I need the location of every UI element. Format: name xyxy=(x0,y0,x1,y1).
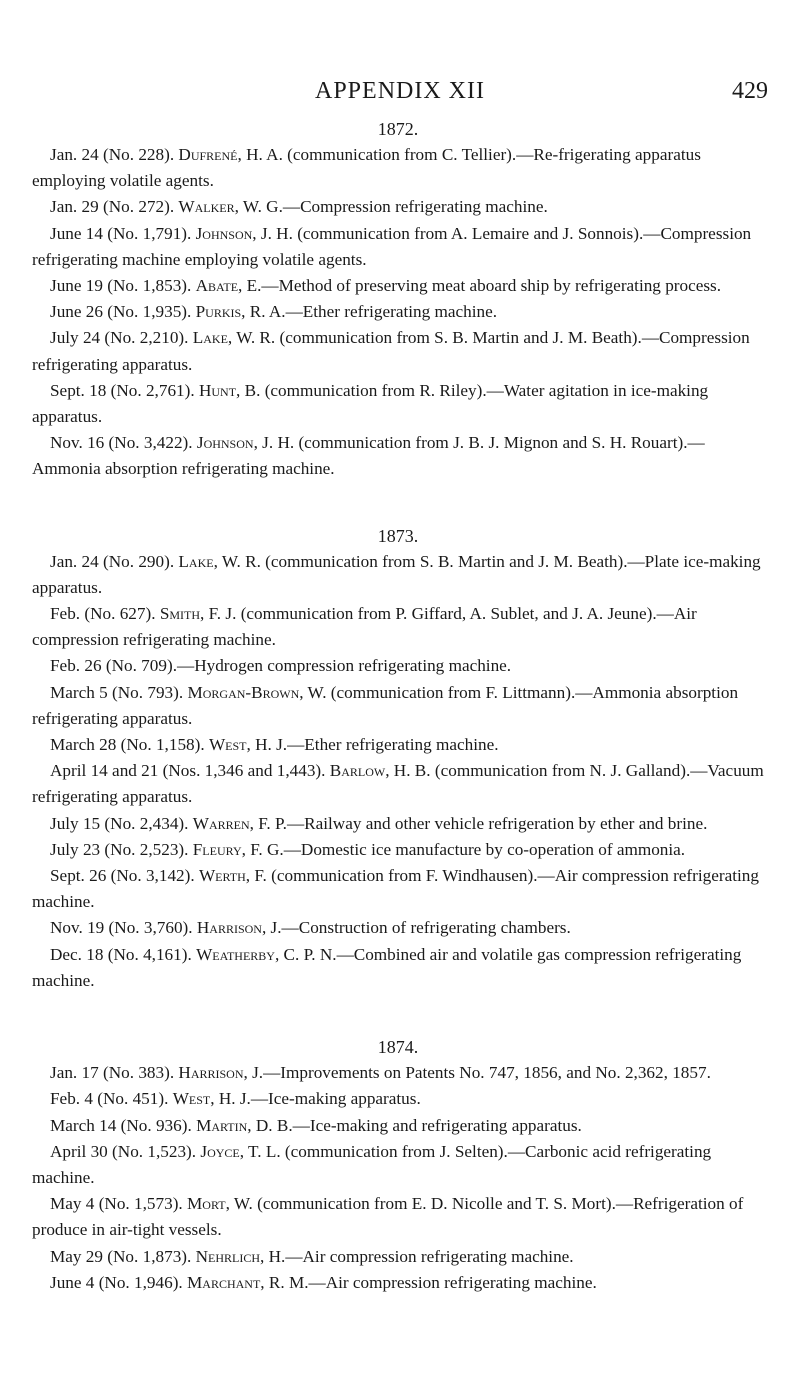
entry-date: Sept. 18 (No. 2,761). xyxy=(50,380,199,400)
patentee-name: Joyce, T. L. xyxy=(200,1141,281,1161)
entry-date: Jan. 17 (No. 383). xyxy=(50,1063,179,1083)
entry-date: July 15 (No. 2,434). xyxy=(50,813,193,833)
entry-date: May 4 (No. 1,573). xyxy=(50,1194,188,1214)
entry-description: —Combined air and volatile gas compression refrigerating machine. xyxy=(32,944,742,990)
patentee-name: Hunt, B. xyxy=(198,380,261,400)
entry-date: April 30 (No. 1,523). xyxy=(50,1141,201,1161)
patent-entry xyxy=(32,1191,764,1243)
entry-description: (communication from P. Giffard, A. Sublet, and J. A. Jeune).—Air compression refrigerating machine. xyxy=(32,604,697,650)
entry-description: (communication from C. Tellier).—Re-frigerating apparatus employing volatile agents. xyxy=(32,145,701,191)
patent-entry xyxy=(32,1139,764,1191)
year-heading: 1874. xyxy=(377,1037,419,1058)
entry-date: Jan. 29 (No. 272). xyxy=(50,197,179,217)
entry-description: (communication from F. Littmann).—Ammonia absorption refrigerating apparatus. xyxy=(32,682,739,728)
patent-entry xyxy=(32,680,764,732)
entry-description: —Railway and other vehicle refrigeration by ether and brine. xyxy=(286,813,708,833)
entry-description: (communication from N. J. Galland).—Vacuum refrigerating apparatus. xyxy=(32,761,764,807)
entry-description: —Ice-making and refrigerating apparatus. xyxy=(292,1115,582,1135)
patent-entry xyxy=(32,601,764,653)
patent-entry xyxy=(32,863,764,915)
entry-description: —Air compression refrigerating machine. xyxy=(308,1272,597,1292)
patent-entry xyxy=(32,221,764,273)
entry-date: Nov. 19 (No. 3,760). xyxy=(50,918,197,938)
patentee-name: Warren, F. P. xyxy=(192,813,287,833)
patentee-name: Nehrlich, H. xyxy=(195,1246,286,1266)
patent-entry xyxy=(32,378,764,430)
entry-description: (communication from S. B. Martin and J. M. Beath).—Plate ice-making apparatus. xyxy=(32,551,761,597)
entry-date: Nov. 16 (No. 3,422). xyxy=(50,433,197,453)
entry-description: —Improvements on Patents No. 747, 1856, and No. 2,362, 1857. xyxy=(263,1063,711,1083)
patentee-name: Fleury, F. G. xyxy=(192,839,284,859)
patentee-name: Harrison, J. xyxy=(196,918,282,938)
entry-description: (communication from S. B. Martin and J. M. Beath).—Compression refrigerating apparatus. xyxy=(32,328,750,374)
entry-description: —Construction of refrigerating chambers. xyxy=(281,918,571,938)
patent-entry xyxy=(32,273,764,299)
patent-entry xyxy=(32,732,764,758)
entry-date: May 29 (No. 1,873). xyxy=(50,1246,196,1266)
patent-entry xyxy=(32,430,764,482)
patentee-name: Weatherby, C. P. N. xyxy=(196,944,337,964)
patentee-name: Martin, D. B. xyxy=(196,1115,293,1135)
entry-description: —Hydrogen compression refrigerating machine. xyxy=(177,656,512,676)
entry-date: Jan. 24 (No. 290). xyxy=(50,551,179,571)
entry-date: June 26 (No. 1,935). xyxy=(50,302,196,322)
patentee-name: Mort, W. xyxy=(187,1194,253,1214)
year-heading: 1872. xyxy=(377,119,419,139)
patentee-name: West, H. J. xyxy=(172,1089,251,1109)
entry-description: (communication from R. Riley).—Water agitation in ice-making apparatus. xyxy=(32,380,709,427)
patentee-name: West, H. J. xyxy=(208,735,288,755)
entry-date: July 24 (No. 2,210). xyxy=(50,328,193,348)
patentee-name: Walker, W. G. xyxy=(178,197,283,217)
entry-date: Feb. (No. 627). xyxy=(50,604,160,624)
page-body xyxy=(32,116,764,1296)
entry-date: March 5 (No. 793). xyxy=(50,682,188,702)
patent-entry xyxy=(32,1113,764,1139)
patentee-name: Werth, F. xyxy=(198,866,267,886)
patent-entry xyxy=(32,1086,764,1112)
entry-description: —Ice-making apparatus. xyxy=(250,1089,421,1109)
patent-entry xyxy=(32,915,764,941)
entry-description: —Ether refrigerating machine. xyxy=(287,735,499,755)
patent-entry xyxy=(32,942,764,994)
patent-entry xyxy=(32,194,764,220)
patentee-name: Johnson, J. H. xyxy=(196,433,295,453)
entry-description: —Domestic ice manufacture by co-operation of ammonia. xyxy=(283,839,686,859)
entry-description: —Compression refrigerating machine. xyxy=(282,197,548,217)
entry-description: (communication from J. B. J. Mignon and S. H. Rouart).—Ammonia absorption refrigerating machine. xyxy=(32,433,705,479)
entry-date: March 28 (No. 1,158). xyxy=(50,735,209,755)
entry-date: Dec. 18 (No. 4,161). xyxy=(50,944,197,964)
entry-date: July 23 (No. 2,523). xyxy=(50,839,193,859)
patentee-name: Marchant, R. M. xyxy=(187,1272,309,1292)
patentee-name: Smith, F. J. xyxy=(159,604,237,624)
patent-entry xyxy=(32,1244,764,1270)
entry-date: Feb. 4 (No. 451). xyxy=(50,1089,173,1109)
entry-description: (communication from A. Lemaire and J. Sonnois).—Compression refrigerating machine employing volatile agents. xyxy=(32,223,752,269)
entry-date: April 14 and 21 (Nos. 1,346 and 1,443). xyxy=(50,761,330,781)
entry-date: Sept. 26 (No. 3,142). xyxy=(50,866,199,886)
year-heading: 1873. xyxy=(377,525,419,546)
patent-entry xyxy=(32,142,764,194)
entry-date: Feb. 26 (No. 709). xyxy=(50,656,177,676)
patent-entry xyxy=(32,811,764,837)
entry-description: (communication from E. D. Nicolle and T. S. Mort).—Refrigeration of produce in air-tight vessels. xyxy=(32,1194,744,1240)
patent-entry xyxy=(32,653,764,679)
entry-description: (communication from F. Windhausen).—Air compression refrigerating machine. xyxy=(32,866,759,912)
patent-entry xyxy=(32,549,764,601)
patentee-name: Barlow, H. B. xyxy=(329,761,431,781)
entry-description: —Method of preserving meat aboard ship by refrigerating process. xyxy=(261,276,722,296)
page-title: APPENDIX XII xyxy=(315,78,485,104)
patent-entry xyxy=(32,299,764,325)
patent-entry xyxy=(32,1270,764,1296)
patentee-name: Lake, W. R. xyxy=(178,551,261,571)
patent-entry xyxy=(32,837,764,863)
entry-date: June 4 (No. 1,946). xyxy=(50,1272,188,1292)
entry-date: March 14 (No. 936). xyxy=(50,1115,197,1135)
patentee-name: Dufrené, H. A. xyxy=(178,145,283,164)
patentee-name: Abate, E. xyxy=(195,276,262,296)
patentee-name: Morgan-Brown, W. xyxy=(187,682,327,702)
patent-entry xyxy=(32,325,764,377)
entry-date: Jan. 24 (No. 228). xyxy=(50,145,179,164)
entry-description: —Air compression refrigerating machine. xyxy=(285,1246,574,1266)
entry-date: June 14 (No. 1,791). xyxy=(50,223,196,243)
entry-description: (communication from J. Selten).—Carbonic acid refrigerating machine. xyxy=(32,1141,712,1187)
patent-entry xyxy=(32,758,764,810)
patentee-name: Lake, W. R. xyxy=(192,328,276,348)
page-number: 429 xyxy=(732,78,768,104)
patent-entry xyxy=(32,1060,764,1086)
patentee-name: Johnson, J. H. xyxy=(195,223,293,243)
running-head xyxy=(32,78,768,112)
entry-description: —Ether refrigerating machine. xyxy=(285,302,497,322)
patentee-name: Harrison, J. xyxy=(178,1063,264,1083)
patentee-name: Purkis, R. A. xyxy=(195,302,286,322)
entry-date: June 19 (No. 1,853). xyxy=(50,276,196,296)
